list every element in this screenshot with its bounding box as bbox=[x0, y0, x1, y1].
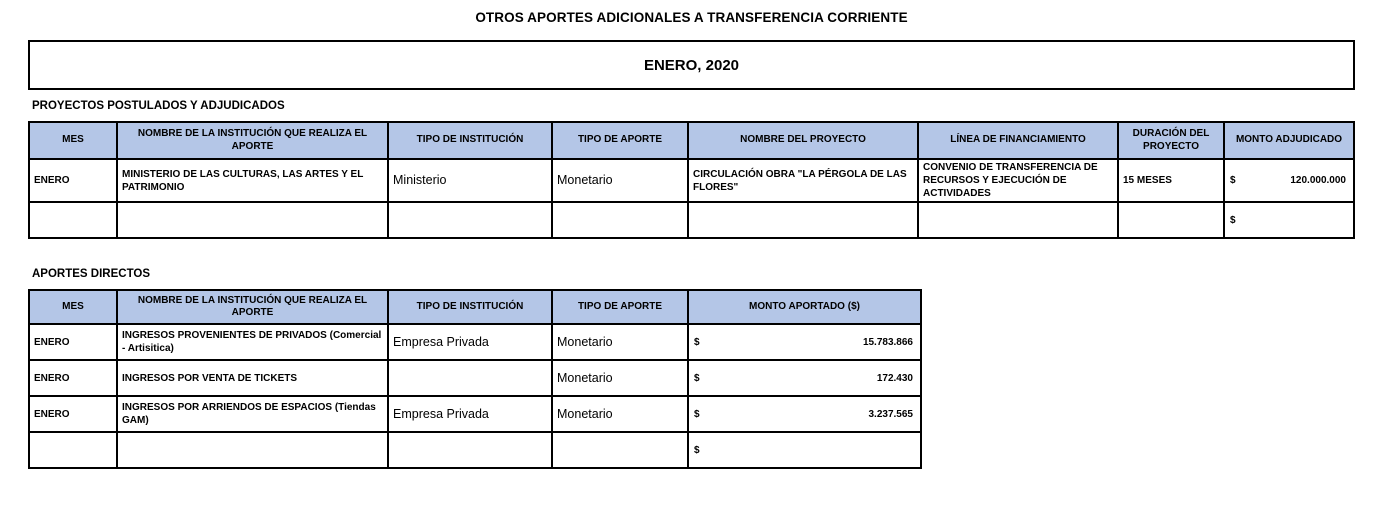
col-header-linea-financiamiento: LÍNEA DE FINANCIAMIENTO bbox=[918, 122, 1118, 159]
cell-mes: ENERO bbox=[29, 360, 117, 396]
cell-duracion bbox=[1118, 202, 1224, 238]
col-header-monto-adjudicado: MONTO ADJUDICADO bbox=[1224, 122, 1354, 159]
cell-mes: ENERO bbox=[29, 396, 117, 432]
cell-mes: ENERO bbox=[29, 324, 117, 360]
cell-nombre-proyecto: CIRCULACIÓN OBRA "LA PÉRGOLA DE LAS FLORES" bbox=[688, 159, 918, 202]
currency-symbol: $ bbox=[694, 408, 700, 420]
cell-nombre-proyecto bbox=[688, 202, 918, 238]
cell-institucion bbox=[117, 202, 388, 238]
cell-tipo-aporte bbox=[552, 432, 688, 468]
projects-table bbox=[28, 121, 1355, 239]
cell-linea-financiamiento: CONVENIO DE TRANSFERENCIA DE RECURSOS Y EJECUCIÓN DE ACTIVIDADES bbox=[918, 159, 1118, 202]
cell-monto-aportado bbox=[688, 432, 921, 468]
currency-symbol: $ bbox=[694, 336, 700, 348]
month-banner-text: ENERO, 2020 bbox=[643, 56, 740, 74]
col-header-duracion: DURACIÓN DEL PROYECTO bbox=[1118, 122, 1224, 159]
page-title: OTROS APORTES ADICIONALES A TRANSFERENCIA CORRIENTE bbox=[475, 10, 908, 25]
cell-mes bbox=[29, 202, 117, 238]
projects-table-header-row bbox=[29, 122, 1354, 159]
cell-tipo-aporte: Monetario bbox=[552, 159, 688, 202]
cell-tipo-aporte: Monetario bbox=[552, 360, 688, 396]
cell-monto-aportado bbox=[688, 324, 921, 360]
col-header-monto-aportado: MONTO APORTADO ($) bbox=[688, 290, 921, 324]
direct-table-header-row bbox=[29, 290, 921, 324]
col-header-tipo-institucion: TIPO DE INSTITUCIÓN bbox=[388, 122, 552, 159]
cell-tipo-institucion: Empresa Privada bbox=[388, 396, 552, 432]
projects-table-row bbox=[29, 159, 1354, 202]
direct-contributions-table bbox=[28, 289, 922, 469]
col-header-institucion: NOMBRE DE LA INSTITUCIÓN QUE REALIZA EL APORTE bbox=[117, 290, 388, 324]
cell-monto-aportado bbox=[688, 360, 921, 396]
cell-mes bbox=[29, 432, 117, 468]
cell-tipo-aporte: Monetario bbox=[552, 324, 688, 360]
col-header-tipo-aporte: TIPO DE APORTE bbox=[552, 290, 688, 324]
monto-value: 15.783.866 bbox=[862, 336, 913, 348]
cell-mes: ENERO bbox=[29, 159, 117, 202]
cell-duracion: 15 MESES bbox=[1118, 159, 1224, 202]
monto-value: 172.430 bbox=[876, 372, 913, 384]
cell-monto-adjudicado bbox=[1224, 159, 1354, 202]
direct-table-row bbox=[29, 360, 921, 396]
cell-tipo-institucion: Empresa Privada bbox=[388, 324, 552, 360]
monto-value: 3.237.565 bbox=[868, 408, 913, 420]
cell-tipo-institucion: Ministerio bbox=[388, 159, 552, 202]
monto-value: 120.000.000 bbox=[1290, 175, 1346, 186]
currency-symbol: $ bbox=[694, 444, 700, 456]
cell-institucion: INGRESOS PROVENIENTES DE PRIVADOS (Comercial - Artisitica) bbox=[117, 324, 388, 360]
cell-tipo-aporte: Monetario bbox=[552, 396, 688, 432]
cell-linea-financiamiento bbox=[918, 202, 1118, 238]
cell-monto-aportado bbox=[688, 396, 921, 432]
currency-symbol: $ bbox=[1230, 214, 1236, 226]
projects-section-label: PROYECTOS POSTULADOS Y ADJUDICADOS bbox=[32, 100, 285, 112]
currency-symbol: $ bbox=[1230, 175, 1236, 186]
col-header-tipo-aporte: TIPO DE APORTE bbox=[552, 122, 688, 159]
currency-symbol: $ bbox=[694, 372, 700, 384]
cell-monto-adjudicado bbox=[1224, 202, 1354, 238]
cell-tipo-institucion bbox=[388, 202, 552, 238]
direct-section-label: APORTES DIRECTOS bbox=[32, 268, 150, 280]
col-header-nombre-proyecto: NOMBRE DEL PROYECTO bbox=[688, 122, 918, 159]
cell-tipo-institucion bbox=[388, 360, 552, 396]
col-header-mes: MES bbox=[29, 122, 117, 159]
direct-table-row bbox=[29, 324, 921, 360]
cell-institucion: INGRESOS POR VENTA DE TICKETS bbox=[117, 360, 388, 396]
cell-institucion bbox=[117, 432, 388, 468]
month-banner-box bbox=[28, 40, 1355, 90]
cell-tipo-institucion bbox=[388, 432, 552, 468]
direct-table-row bbox=[29, 396, 921, 432]
col-header-mes: MES bbox=[29, 290, 117, 324]
cell-institucion: INGRESOS POR ARRIENDOS DE ESPACIOS (Tiendas GAM) bbox=[117, 396, 388, 432]
col-header-tipo-institucion: TIPO DE INSTITUCIÓN bbox=[388, 290, 552, 324]
cell-institucion: MINISTERIO DE LAS CULTURAS, LAS ARTES Y EL PATRIMONIO bbox=[117, 159, 388, 202]
col-header-institucion: NOMBRE DE LA INSTITUCIÓN QUE REALIZA EL APORTE bbox=[117, 122, 388, 159]
cell-tipo-aporte bbox=[552, 202, 688, 238]
projects-table-row-empty bbox=[29, 202, 1354, 238]
direct-table-row-empty bbox=[29, 432, 921, 468]
